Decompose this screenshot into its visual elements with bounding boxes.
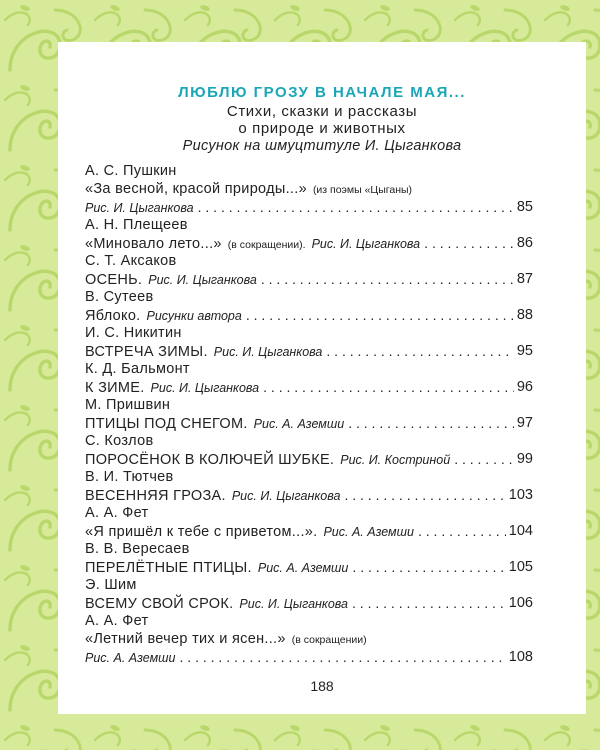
entry-page: 96 [514,378,533,396]
entry-page: 108 [506,648,533,666]
toc-entry[interactable] [85,252,533,288]
entry-page: 87 [514,270,533,288]
entry-author: М. Пришвин [85,397,171,413]
entry-page: 86 [514,234,533,252]
content-page [58,42,586,714]
toc-entry[interactable] [85,360,533,396]
section-subtitle-line1: Стихи, сказки и рассказы [226,103,418,120]
entry-illustrator: Рисунки автора [146,309,242,323]
entry-illustrator: Рис. И. Цыганкова [239,597,348,611]
entry-page: 97 [514,414,533,432]
entry-author: Э. Шим [85,577,137,593]
entry-author: В. И. Тютчев [85,469,174,485]
entry-title: ПТИЦЫ ПОД СНЕГОМ. [85,416,248,432]
entry-illustrator: Рис. И. Цыганкова [231,489,341,503]
entry-author: А. С. Пушкин [85,163,177,179]
entry-page: 99 [514,450,533,468]
entry-author: А. Н. Плещеев [85,217,188,233]
entry-title: «За весной, красой природы...» [85,181,307,197]
toc-entry[interactable] [85,162,533,216]
entry-page: 103 [506,486,533,504]
toc-entry[interactable] [85,216,533,252]
entry-illustrator: Рис. И. Цыганкова [311,237,421,251]
entry-illustrator: Рис. И. Цыганкова [148,273,257,287]
entry-title: ОСЕНЬ. [85,272,143,288]
entry-title: К ЗИМЕ. [85,380,145,396]
entry-title: ПОРОСЁНОК В КОЛЮЧЕЙ ШУБКЕ. [85,452,335,468]
entry-illustrator: Рис. И. Цыганкова [85,201,194,215]
section-illustration-credit: Рисунок на шмуцтитуле И. Цыганкова [182,138,462,154]
toc-entry[interactable] [85,504,533,540]
entry-page: 105 [506,558,533,576]
toc-entry[interactable] [85,468,533,504]
entry-author: В. Сутеев [85,289,154,305]
entry-illustrator: Рис. А. Аземши [257,561,349,575]
entry-page: 106 [506,594,533,612]
section-title: ЛЮБЛЮ ГРОЗУ В НАЧАЛЕ МАЯ... [178,84,466,101]
entry-page: 85 [514,198,533,216]
entry-title: «Я пришёл к тебе с приветом...». [85,524,318,540]
toc-entry[interactable] [85,432,533,468]
entry-title: ПЕРЕЛЁТНЫЕ ПТИЦЫ. [85,560,252,576]
entry-illustrator: Рис. И. Цыганкова [150,381,260,395]
entry-author: К. Д. Бальмонт [85,361,190,377]
toc-entry[interactable] [85,396,533,432]
toc-entry[interactable] [85,612,533,666]
table-of-contents [85,162,533,666]
entry-note: (в сокращении) [291,634,367,646]
entry-title: Яблоко. [85,308,141,324]
section-subtitle-line2: о природе и животных [238,120,406,137]
entry-title: ВСЕМУ СВОЙ СРОК. [85,596,234,612]
entry-title: ВСТРЕЧА ЗИМЫ. [85,344,208,360]
entry-title: ВЕСЕННЯЯ ГРОЗА. [85,488,226,504]
entry-illustrator: Рис. А. Аземши [323,525,414,539]
toc-entry[interactable] [85,576,533,612]
entry-illustrator: Рис. А. Аземши [253,417,345,431]
toc-entry[interactable] [85,540,533,576]
entry-note: (из поэмы «Цыганы) [312,184,413,196]
page-number: 188 [310,678,334,694]
entry-author: В. В. Вересаев [85,541,190,557]
entry-page: 104 [506,522,533,540]
entry-page: 95 [514,342,533,360]
entry-author: А. А. Фет [85,613,149,629]
entry-page: 88 [514,306,533,324]
toc-entry[interactable] [85,288,533,324]
entry-author: И. С. Никитин [85,325,182,341]
entry-author: С. Т. Аксаков [85,253,177,269]
entry-author: С. Козлов [85,433,154,449]
toc-entry[interactable] [85,324,533,360]
entry-author: А. А. Фет [85,505,149,521]
entry-title: «Летний вечер тих и ясен...» [85,631,286,647]
entry-illustrator: Рис. А. Аземши [85,651,176,665]
entry-title: «Миновало лето...» [85,236,222,252]
entry-illustrator: Рис. И. Костриной [340,453,451,467]
entry-illustrator: Рис. И. Цыганкова [213,345,323,359]
entry-note: (в сокращении). [227,239,306,251]
